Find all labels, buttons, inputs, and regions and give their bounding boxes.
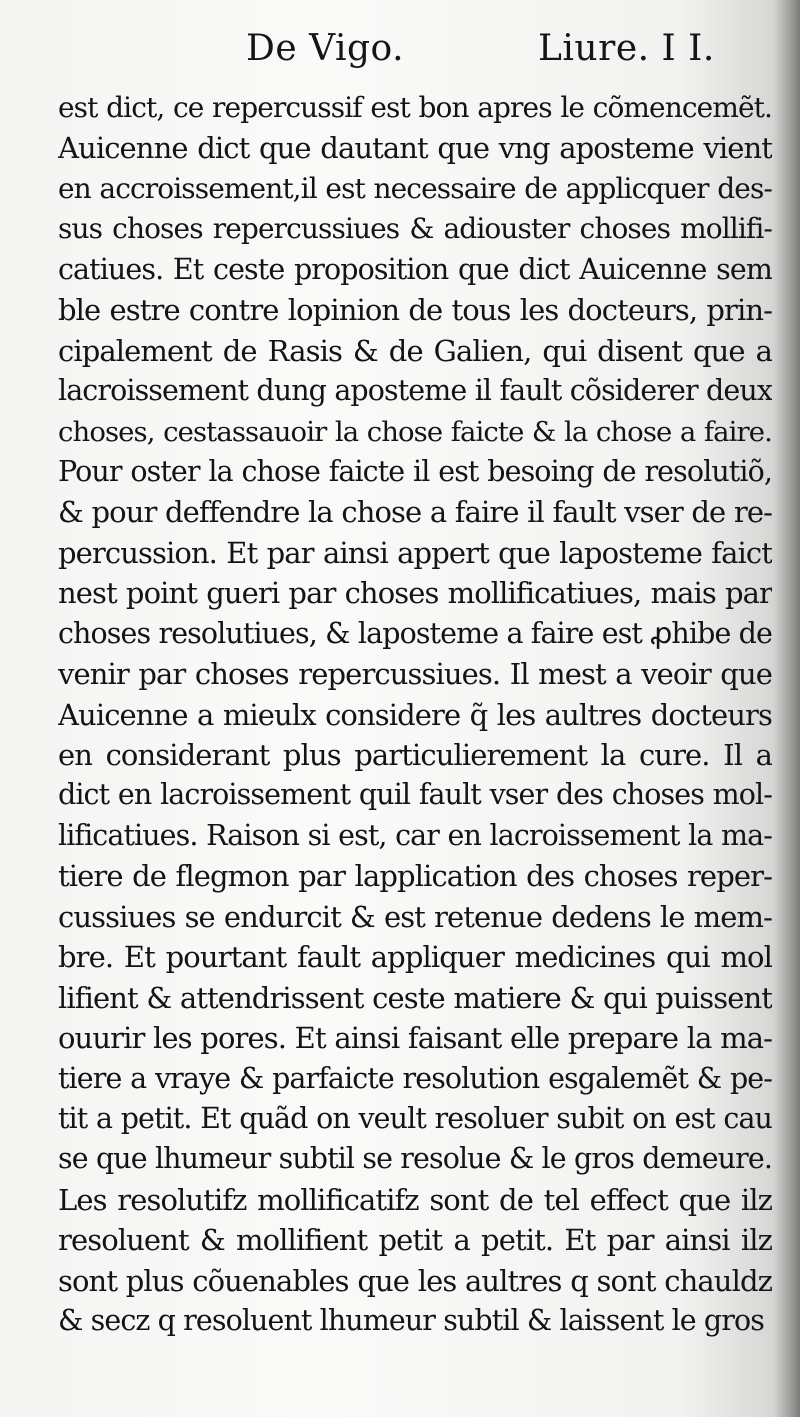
text-line: & secz q resoluent lhumeur subtil & laissent le gros bbox=[58, 1304, 764, 1338]
text-line: Auicenne a mieulx considere q̃ les aultres docteurs bbox=[58, 697, 772, 732]
header-right-book: Liure. I I. bbox=[538, 28, 715, 69]
text-line: cussiues se endurcit & est retenue dedens le mem- bbox=[58, 899, 772, 934]
text-line: choses resolutiues, & laposteme a faire est ꝓhibe de bbox=[58, 616, 772, 650]
text-line: se que lhumeur subtil se resolue & le gros demeure. bbox=[58, 1142, 772, 1176]
text-line: sus choses repercussiues & adiouster choses mollifi- bbox=[58, 212, 772, 246]
text-line: & pour deffendre la chose a faire il fault vser de re- bbox=[58, 495, 772, 530]
text-line: tiere a vraye & parfaicte resolution esgalemẽt & pe- bbox=[58, 1061, 772, 1095]
text-line: resoluent & mollifient petit a petit. Et par ainsi ilz bbox=[58, 1223, 772, 1258]
text-line: catiues. Et ceste proposition que dict Auicenne sem bbox=[58, 252, 772, 286]
text-line: sont plus cõuenables que les aultres q sont chauldz bbox=[58, 1263, 772, 1298]
text-line: en considerant plus particulierement la cure. Il a bbox=[58, 738, 772, 772]
text-line: lifient & attendrissent ceste matiere & qui puissent bbox=[58, 980, 772, 1015]
body-text bbox=[58, 88, 772, 1342]
text-line: percussion. Et par ainsi appert que laposteme faict bbox=[58, 535, 772, 570]
text-line: tit a petit. Et quãd on veult resoluer subit on est cau bbox=[58, 1101, 772, 1135]
text-line: tiere de flegmon par lapplication des choses reper- bbox=[58, 859, 772, 894]
text-line: lificatiues. Raison si est, car en lacroissement la ma- bbox=[58, 818, 772, 852]
page-edge-shadow bbox=[774, 0, 800, 1417]
text-line: venir par choses repercussiues. Il mest a veoir que bbox=[58, 657, 772, 692]
text-line: ble estre contre lopinion de tous les docteurs, prin- bbox=[58, 293, 772, 328]
text-line: choses, cestassauoir la chose faicte & la chose a faire. bbox=[58, 415, 772, 448]
text-line: ouurir les pores. Et ainsi faisant elle prepare la ma- bbox=[58, 1021, 772, 1056]
text-line: nest point gueri par choses mollificatiues, mais par bbox=[58, 576, 772, 611]
running-header bbox=[0, 22, 800, 82]
header-left-title: De Vigo. bbox=[246, 28, 405, 69]
text-line: Auicenne dict que dautant que vng aposteme vient bbox=[58, 131, 772, 166]
text-line: Pour oster la chose faicte il est besoing de resolutiõ, bbox=[58, 454, 772, 488]
text-line: bre. Et pourtant fault appliquer medicines qui mol bbox=[58, 940, 772, 975]
text-line: Les resolutifz mollificatifz sont de tel effect que ilz bbox=[58, 1182, 772, 1217]
text-line: lacroissement dung aposteme il fault cõsiderer deux bbox=[58, 374, 772, 408]
text-line: est dict, ce repercussif est bon apres le cõmencemẽt. bbox=[58, 91, 772, 124]
text-line: cipalement de Rasis & de Galien, qui disent que a bbox=[58, 333, 772, 368]
text-line: en accroissement,il est necessaire de applicquer des- bbox=[58, 171, 772, 205]
text-line: dict en lacroissement quil fault vser des choses mol- bbox=[58, 778, 772, 812]
